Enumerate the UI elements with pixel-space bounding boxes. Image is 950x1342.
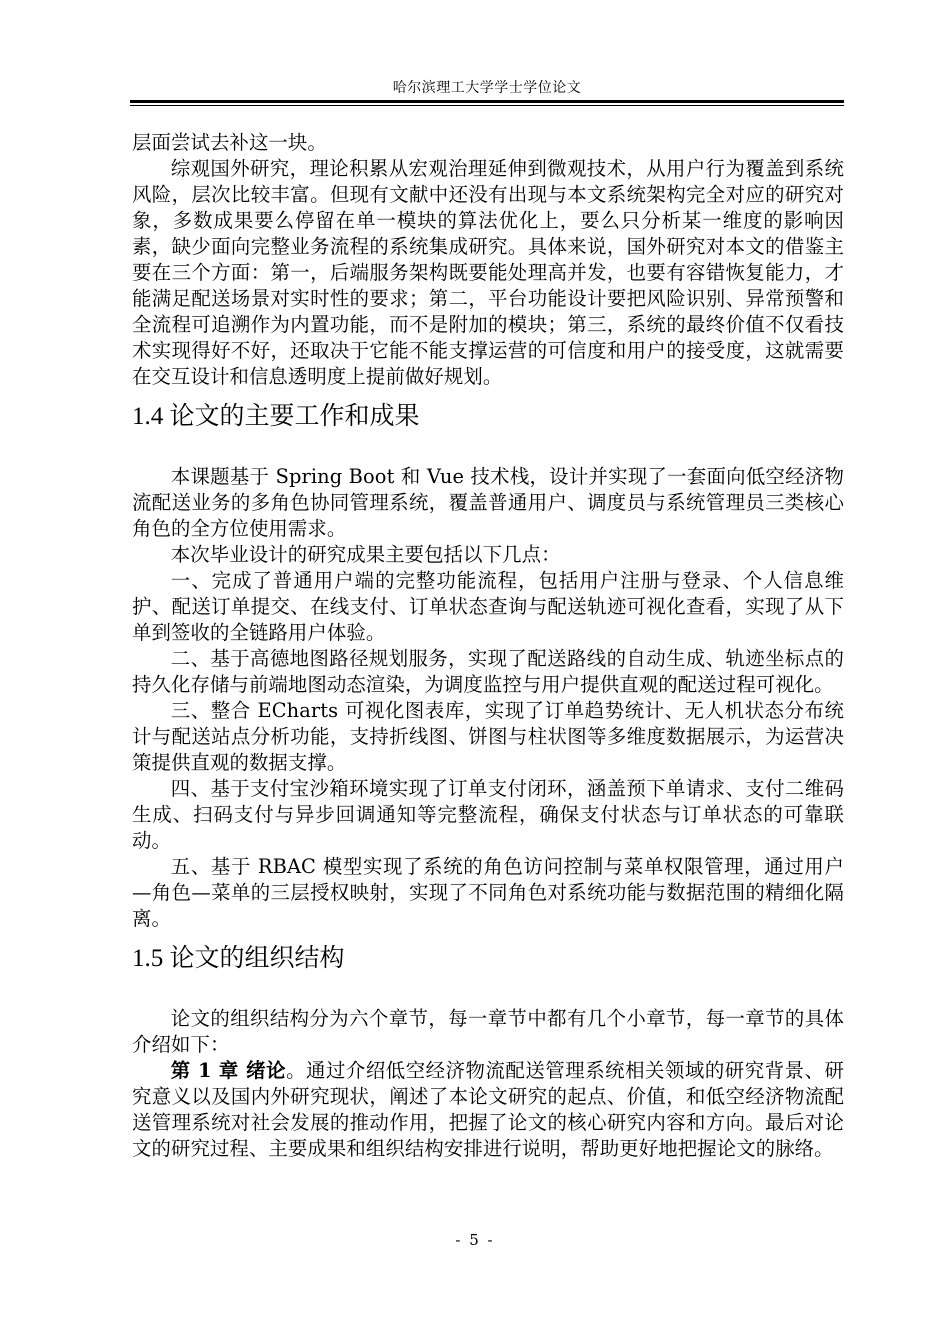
section-1-4-paragraph: 五、基于 RBAC 模型实现了系统的角色访问控制与菜单权限管理，通过用户—角色—菜单的三层授权映射，实现了不同角色对系统功能与数据范围的精细化隔离。: [132, 855, 844, 930]
section-1-4-paragraph: 二、基于高德地图路径规划服务，实现了配送路线的自动生成、轨迹坐标点的持久化存储与前端地图动态渲染，为调度监控与用户提供直观的配送过程可视化。: [132, 647, 844, 696]
section-heading-1-5: 1.5 论文的组织结构: [132, 945, 345, 972]
page-number: - 5 -: [455, 1231, 495, 1249]
header-double-rule: [130, 100, 844, 106]
section-1-4-paragraph: 本课题基于 Spring Boot 和 Vue 技术栈，设计并实现了一套面向低空经济物流配送业务的多角色协同管理系统，覆盖普通用户、调度员与系统管理员三类核心角色的全方位使用需求。: [132, 465, 844, 540]
section-heading-1-4: 1.4 论文的主要工作和成果: [132, 403, 420, 430]
chapter-1-text: 。通过介绍低空经济物流配送管理系统相关领域的研究背景、研究意义以及国内外研究现状，阐述了本论文研究的起点、价值，和低空经济物流配送管理系统对社会发展的推动作用，把握了论文的核心研究内容和方向。最后对论文的研究过程、主要成果和组织结构安排进行说明，帮助更好地把握论文的脉络。: [132, 1059, 844, 1160]
section-1-5-intro: 论文的组织结构分为六个章节，每一章节中都有几个小章节，每一章节的具体介绍如下：: [132, 1007, 844, 1056]
section-1-4-paragraph: 本次毕业设计的研究成果主要包括以下几点：: [170, 543, 561, 566]
section-1-4-paragraph: 一、完成了普通用户端的完整功能流程，包括用户注册与登录、个人信息维护、配送订单提交、在线支付、订单状态查询与配送轨迹可视化查看，实现了从下单到签收的全链路用户体验。: [132, 569, 844, 644]
running-header: 哈尔滨理工大学学士学位论文: [392, 80, 582, 96]
section-1-4-paragraph: 四、基于支付宝沙箱环境实现了订单支付闭环，涵盖预下单请求、支付二维码生成、扫码支付与异步回调通知等完整流程，确保支付状态与订单状态的可靠联动。: [132, 777, 844, 852]
continued-paragraph: 层面尝试去补这一块。: [132, 131, 327, 154]
chapter-1-summary: [132, 1058, 844, 1162]
foreign-research-paragraph: 综观国外研究，理论积累从宏观治理延伸到微观技术，从用户行为覆盖到系统风险，层次比较丰富。但现有文献中还没有出现与本文系统架构完全对应的研究对象，多数成果要么停留在单一模块的算法优化上，要么只分析某一维度的影响因素，缺少面向完整业务流程的系统集成研究。具体来说，国外研究对本文的借鉴主要在三个方面：第一，后端服务架构既要能处理高并发，也要有容错恢复能力，才能满足配送场景对实时性的要求；第二，平台功能设计要把风险识别、异常预警和全流程可追溯作为内置功能，而不是附加的模块；第三，系统的最终价值不仅看技术实现得好不好，还取决于它能不能支撑运营的可信度和用户的接受度，这就需要在交互设计和信息透明度上提前做好规划。: [132, 157, 844, 388]
chapter-1-label: 第 1 章 绪论: [170, 1059, 287, 1082]
page-content: [132, 130, 844, 1162]
section-1-4-paragraph: 三、整合 ECharts 可视化图表库，实现了订单趋势统计、无人机状态分布统计与配送站点分析功能，支持折线图、饼图与柱状图等多维度数据展示，为运营决策提供直观的数据支撑。: [132, 699, 844, 774]
